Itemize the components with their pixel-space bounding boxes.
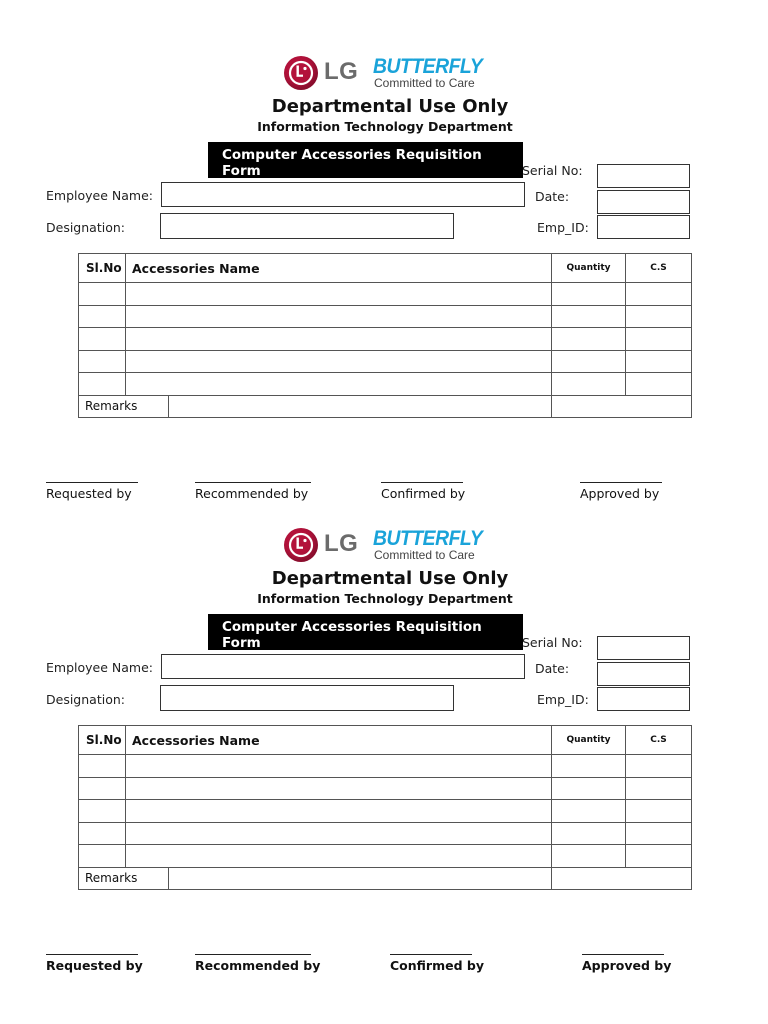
lg-logo-icon	[284, 528, 318, 562]
signature-line	[582, 954, 664, 955]
cell-sl-no[interactable]	[79, 800, 126, 823]
cell-sl-no[interactable]	[79, 283, 126, 306]
cell-quantity[interactable]	[552, 755, 626, 778]
cell-accessories-name[interactable]	[126, 800, 552, 823]
cell-quantity[interactable]	[552, 350, 626, 373]
table-row	[79, 845, 692, 868]
header-accessories-name: Accessories Name	[126, 254, 552, 283]
emp-id-field[interactable]	[597, 215, 690, 239]
cell-accessories-name[interactable]	[126, 373, 552, 396]
signature-approved-by	[582, 954, 671, 973]
cell-cs[interactable]	[626, 800, 692, 823]
table-row	[79, 777, 692, 800]
designation-label: Designation:	[46, 220, 125, 235]
date-label: Date:	[535, 661, 570, 676]
header-cs: C.S	[626, 726, 692, 755]
cell-cs[interactable]	[626, 350, 692, 373]
table-row	[79, 283, 692, 306]
signature-line	[195, 954, 311, 955]
lg-wordmark: LG	[324, 58, 359, 85]
cell-quantity[interactable]	[552, 328, 626, 351]
page-title: Departmental Use Only	[271, 96, 509, 117]
cell-accessories-name[interactable]	[126, 777, 552, 800]
butterfly-tagline: Committed to Care	[374, 76, 475, 90]
table-row	[79, 755, 692, 778]
brand-logos	[284, 528, 504, 568]
cell-cs[interactable]	[626, 373, 692, 396]
signature-line	[46, 954, 138, 955]
remarks-field-end[interactable]	[552, 867, 692, 890]
signature-label: Approved by	[580, 486, 660, 501]
cell-sl-no[interactable]	[79, 328, 126, 351]
cell-cs[interactable]	[626, 822, 692, 845]
table-row	[79, 373, 692, 396]
header-quantity: Quantity	[552, 726, 626, 755]
emp-id-label: Emp_ID:	[537, 220, 589, 235]
designation-field[interactable]	[160, 213, 454, 239]
cell-accessories-name[interactable]	[126, 755, 552, 778]
cell-sl-no[interactable]	[79, 305, 126, 328]
requisition-form-2	[0, 472, 768, 973]
table-row	[79, 822, 692, 845]
cell-quantity[interactable]	[552, 822, 626, 845]
remarks-field[interactable]	[169, 396, 551, 417]
remarks-field-end[interactable]	[552, 395, 692, 418]
designation-field[interactable]	[160, 685, 454, 711]
form-title-banner: Computer Accessories Requisition Form	[208, 142, 523, 178]
page-title: Departmental Use Only	[271, 568, 509, 589]
butterfly-tagline: Committed to Care	[374, 548, 475, 562]
cell-quantity[interactable]	[552, 283, 626, 306]
emp-id-field[interactable]	[597, 687, 690, 711]
cell-cs[interactable]	[626, 777, 692, 800]
signature-label: Confirmed by	[390, 958, 484, 973]
cell-sl-no[interactable]	[79, 777, 126, 800]
cell-quantity[interactable]	[552, 800, 626, 823]
remarks-field[interactable]	[169, 868, 551, 889]
cell-sl-no[interactable]	[79, 845, 126, 868]
cell-sl-no[interactable]	[79, 373, 126, 396]
cell-quantity[interactable]	[552, 373, 626, 396]
employee-name-field[interactable]	[161, 654, 525, 679]
cell-sl-no[interactable]	[79, 350, 126, 373]
accessories-table	[78, 253, 692, 418]
signature-line	[390, 954, 472, 955]
signature-label: Recommended by	[195, 486, 309, 501]
signature-confirmed-by	[390, 954, 484, 973]
header-quantity: Quantity	[552, 254, 626, 283]
serial-no-field[interactable]	[597, 164, 690, 188]
serial-no-label: Serial No:	[522, 635, 583, 650]
department-subtitle: Information Technology Department	[257, 119, 513, 134]
cell-cs[interactable]	[626, 305, 692, 328]
cell-cs[interactable]	[626, 845, 692, 868]
cell-accessories-name[interactable]	[126, 350, 552, 373]
department-subtitle: Information Technology Department	[257, 591, 513, 606]
cell-accessories-name[interactable]	[126, 822, 552, 845]
employee-name-label: Employee Name:	[46, 660, 153, 675]
employee-name-label: Employee Name:	[46, 188, 153, 203]
table-row	[79, 328, 692, 351]
cell-accessories-name[interactable]	[126, 845, 552, 868]
table-header-row	[79, 254, 692, 283]
signature-label: Recommended by	[195, 958, 321, 973]
lg-logo-icon	[284, 56, 318, 90]
cell-accessories-name[interactable]	[126, 328, 552, 351]
remarks-row	[79, 867, 692, 890]
table-row	[79, 305, 692, 328]
date-field[interactable]	[597, 662, 690, 686]
cell-quantity[interactable]	[552, 845, 626, 868]
signature-label: Approved by	[582, 958, 672, 973]
cell-cs[interactable]	[626, 328, 692, 351]
cell-sl-no[interactable]	[79, 822, 126, 845]
emp-id-label: Emp_ID:	[537, 692, 589, 707]
employee-name-field[interactable]	[161, 182, 525, 207]
serial-no-field[interactable]	[597, 636, 690, 660]
butterfly-wordmark: BUTTERFLY	[373, 55, 483, 78]
signature-requested-by	[46, 954, 143, 973]
remarks-label: Remarks	[79, 396, 169, 417]
cell-quantity[interactable]	[552, 777, 626, 800]
header-sl-no: Sl.No	[79, 726, 126, 755]
accessories-table	[78, 725, 692, 890]
signature-recommended-by	[195, 954, 320, 973]
header-sl-no: Sl.No	[79, 254, 126, 283]
signature-label: Requested by	[46, 486, 132, 501]
cell-cs[interactable]	[626, 755, 692, 778]
date-label: Date:	[535, 189, 570, 204]
remarks-row	[79, 395, 692, 418]
table-row	[79, 800, 692, 823]
cell-quantity[interactable]	[552, 305, 626, 328]
table-header-row	[79, 726, 692, 755]
header-cs: C.S	[626, 254, 692, 283]
date-field[interactable]	[597, 190, 690, 214]
requisition-form-1	[0, 0, 768, 501]
form-title-banner: Computer Accessories Requisition Form	[208, 614, 523, 650]
cell-accessories-name[interactable]	[126, 283, 552, 306]
designation-label: Designation:	[46, 692, 125, 707]
signature-label: Confirmed by	[381, 486, 466, 501]
serial-no-label: Serial No:	[522, 163, 583, 178]
cell-accessories-name[interactable]	[126, 305, 552, 328]
remarks-label: Remarks	[79, 868, 169, 889]
butterfly-wordmark: BUTTERFLY	[373, 527, 483, 550]
signature-label: Requested by	[46, 958, 143, 973]
lg-wordmark: LG	[324, 530, 359, 557]
cell-sl-no[interactable]	[79, 755, 126, 778]
header-accessories-name: Accessories Name	[126, 726, 552, 755]
brand-logos	[284, 56, 504, 96]
table-row	[79, 350, 692, 373]
cell-cs[interactable]	[626, 283, 692, 306]
